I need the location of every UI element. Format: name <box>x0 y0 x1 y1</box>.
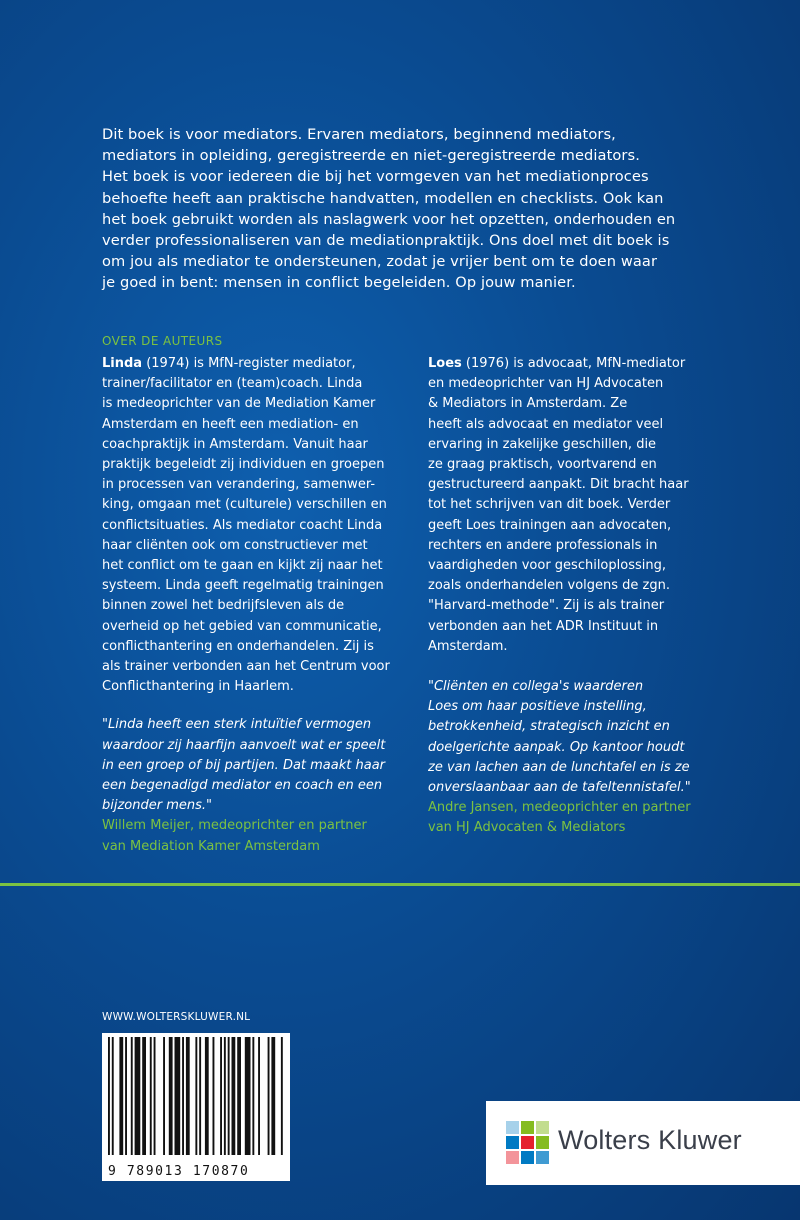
quote-line: Loes om haar positieve instelling, <box>428 699 647 715</box>
bio-line: haar cliënten ook om constructiever met <box>102 537 368 553</box>
barcode-bar <box>150 1037 152 1155</box>
barcode-bar <box>281 1037 283 1155</box>
attribution-line: Andre Jansen, medeoprichter en partner <box>428 800 691 816</box>
isbn-number: 9 789013 170870 <box>108 1164 250 1179</box>
barcode-bar <box>112 1037 114 1155</box>
testimonial-quote <box>428 677 718 798</box>
bio-line: ervaring in zakelijke geschillen, die <box>428 436 657 452</box>
barcode-bar <box>199 1037 201 1155</box>
quote-line: betrokkenheid, strategisch inzicht en <box>428 719 670 735</box>
bio-line: systeem. Linda geeft regelmatig trainingen <box>102 578 384 594</box>
barcode-bar <box>154 1037 156 1155</box>
quote-line: een begenadigd mediator en coach en een <box>102 778 383 794</box>
author-loes <box>428 354 718 839</box>
barcode-bar <box>135 1037 141 1155</box>
bio-line: praktijk begeleidt zij individuen en groepen <box>102 457 385 473</box>
author-bio <box>102 354 394 697</box>
barcode-bar <box>169 1037 173 1155</box>
bio-line: (1976) is advocaat, MfN-mediator <box>461 356 686 371</box>
quote-attribution <box>428 798 718 838</box>
bio-line: Amsterdam. <box>428 638 508 654</box>
intro-line: mediators in opleiding, geregistreerde en niet-geregistreerde mediators. <box>102 147 640 165</box>
barcode-bars <box>108 1037 284 1155</box>
intro-line: je goed in bent: mensen in conflict begeleiden. Op jouw manier. <box>102 274 576 292</box>
barcode-bar <box>258 1037 260 1155</box>
bio-line: & Mediators in Amsterdam. Ze <box>428 396 628 412</box>
bio-line: tot het schrijven van dit boek. Verder <box>428 497 671 513</box>
attribution-line: van HJ Advocaten & Mediators <box>428 820 626 836</box>
author-name: Loes <box>428 356 462 371</box>
isbn-barcode <box>102 1033 290 1181</box>
quote-line: onverslaanbaar aan de tafeltennistafel." <box>428 780 691 796</box>
publisher-logo <box>486 1101 800 1185</box>
bio-line: binnen zowel het bedrijfsleven als de <box>102 598 345 614</box>
bio-line: rechters en andere professionals in <box>428 537 658 553</box>
bio-line: trainer/facilitator en (team)coach. Linda <box>102 376 363 392</box>
bio-line: verbonden aan het ADR Instituut in <box>428 618 659 634</box>
bio-line: coachpraktijk in Amsterdam. Vanuit haar <box>102 436 368 452</box>
barcode-bar <box>213 1037 215 1155</box>
bio-line: king, omgaan met (culturele) verschillen en <box>102 497 387 513</box>
bio-line: conflictsituaties. Als mediator coacht Linda <box>102 517 383 533</box>
barcode-bar <box>182 1037 184 1155</box>
bio-line: gestructureerd aanpakt. Dit bracht haar <box>428 477 689 493</box>
intro-line: behoefte heeft aan praktische handvatten, modellen en checklists. Ook kan <box>102 189 664 207</box>
publisher-name: Wolters Kluwer <box>558 1125 742 1155</box>
author-bio <box>428 354 718 657</box>
bio-line: als trainer verbonden aan het Centrum voor <box>102 659 390 675</box>
bio-line: in processen van verandering, samenwer- <box>102 477 376 493</box>
bio-line: geeft Loes trainingen aan advocaten, <box>428 517 672 533</box>
bio-line: overheid op het gebied van communicatie, <box>102 618 382 634</box>
barcode-bar <box>228 1037 230 1155</box>
bio-line: heeft als advocaat en mediator veel <box>428 416 664 432</box>
attribution-line: Willem Meijer, medeoprichter en partner <box>102 818 367 834</box>
wolters-kluwer-mark-icon <box>506 1121 550 1165</box>
bio-line: vaardigheden voor geschiloplossing, <box>428 558 666 574</box>
barcode-bar <box>271 1037 275 1155</box>
quote-line: "Linda heeft een sterk intuïtief vermogen <box>102 717 372 733</box>
intro-line: het boek gebruikt worden als naslagwerk voor het opzetten, onderhouden en <box>102 210 676 228</box>
intro-line: om jou als mediator te ondersteunen, zodat je vrijer bent om te doen waar <box>102 253 658 271</box>
bio-line: zoals onderhandelen volgens de zgn. <box>428 578 670 594</box>
barcode-bar <box>131 1037 133 1155</box>
quote-line: in een groep of bij partijen. Dat maakt haar <box>102 757 386 773</box>
attribution-line: van Mediation Kamer Amsterdam <box>102 838 320 854</box>
barcode-bar <box>224 1037 226 1155</box>
quote-line: "Cliënten en collega's waarderen <box>428 679 644 695</box>
barcode-bar <box>237 1037 241 1155</box>
barcode-bar <box>119 1037 123 1155</box>
barcode-bar <box>268 1037 270 1155</box>
intro-line: verder professionaliseren van de mediationpraktijk. Ons doel met dit boek is <box>102 232 670 250</box>
quote-line: doelgerichte aanpak. Op kantoor houdt <box>428 739 685 755</box>
barcode-bar <box>252 1037 254 1155</box>
publisher-url: WWW.WOLTERSKLUWER.NL <box>102 1011 251 1023</box>
barcode-bar <box>195 1037 197 1155</box>
author-name: Linda <box>102 356 143 371</box>
green-divider <box>0 883 800 886</box>
testimonial-quote <box>102 715 394 816</box>
barcode-bar <box>175 1037 181 1155</box>
quote-line: ze van lachen aan de lunchtafel en is ze <box>428 759 690 775</box>
barcode-bar <box>186 1037 190 1155</box>
bio-line: en medeoprichter van HJ Advocaten <box>428 376 664 392</box>
bio-line: Amsterdam en heeft een mediation- en <box>102 416 359 432</box>
intro-text <box>102 124 702 294</box>
barcode-bar <box>125 1037 127 1155</box>
barcode-bar <box>163 1037 165 1155</box>
barcode-bar <box>220 1037 222 1155</box>
bio-line: het conflict om te gaan en kijkt zij naar het <box>102 558 383 574</box>
section-label-authors: OVER DE AUTEURS <box>102 334 223 348</box>
intro-line: Dit boek is voor mediators. Ervaren mediators, beginnend mediators, <box>102 126 616 143</box>
quote-line: waardoor zij haarfijn aanvoelt wat er speelt <box>102 737 386 753</box>
bio-line: "Harvard-methode". Zij is als trainer <box>428 598 665 614</box>
barcode-bar <box>205 1037 209 1155</box>
quote-line: bijzonder mens." <box>102 798 213 814</box>
intro-line: Het boek is voor iedereen die bij het vormgeven van het mediationproces <box>102 168 649 186</box>
bio-line: is medeoprichter van de Mediation Kamer <box>102 396 376 412</box>
barcode-bar <box>232 1037 236 1155</box>
barcode-bar <box>108 1037 110 1155</box>
bio-line: Conflicthantering in Haarlem. <box>102 679 294 695</box>
quote-attribution <box>102 816 394 856</box>
author-linda <box>102 354 394 857</box>
bio-line: conflicthantering en onderhandelen. Zij is <box>102 638 374 654</box>
bio-line: (1974) is MfN-register mediator, <box>142 356 356 371</box>
barcode-bar <box>245 1037 251 1155</box>
barcode-bar <box>142 1037 146 1155</box>
bio-line: ze graag praktisch, voortvarend en <box>428 457 657 473</box>
